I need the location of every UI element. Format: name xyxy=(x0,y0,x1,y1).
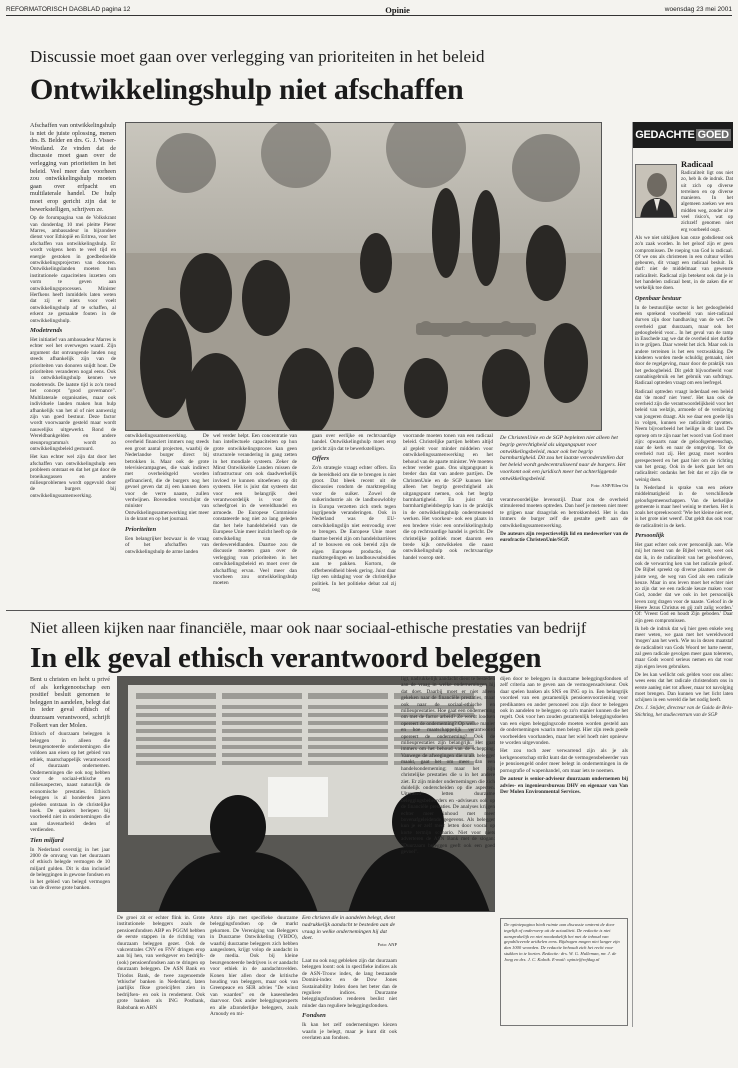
logo-part-a: GEDACHTE xyxy=(635,129,695,141)
sidebar-intro: Radicaliteit ligt ons niet zo, heb ik de indruk. Dat uit zich op diverse terreinen en op diverse manieren. In het algemeen zoeken we een midden weg, zonder al te veel risico's, wat op zichzelf genomen niet erg voorbeeld oogt. xyxy=(681,170,733,233)
article1-subheading: Offers xyxy=(312,455,330,463)
article2-paragraph: De groei zit er echter flink in. Grote institutionele beleggers zoals de pensioenfondsen ABP en PGGM hebben de eerste stappen in de richting van duurzaam beleggen gezet. Ook de vakcentrales CNV en FNV dringen erop aan bij hen, van werkgever en bedrijfs- (ook) pensioenfondsen aan te dringen op duurzaam beleggen. De ASN Bank en Triodos Bank, de twee zogenoemde 'ethische' banken in Nederland, laten jaarlijks fikse groeicijfers zien in bedrijfsen- en ook in rendement. Ook grote banken als ING Postbank, Rabobank en ABN xyxy=(117,915,205,1011)
article1-paragraph: Het initiatief van ambassadeur Marres is echter wel het overwegen waard. Zijn argument dat ontvangende landen nog steeds afhankelijk zijn van de prioriteiten van donoren snijdt hout. De prioriteiten veranderen nogal eens. Ook in ontwikkelingshulp kennen we modetrends. De laatste tijd is zo'n trend het concept "good governance". Multilaterale organisaties, maar ook individuele landen maken hun hulp afhankelijk van het al of niet aanwezig zijn van goed bestuur. Deze factor wordt voorwaarde gesteld maar wordt nauwelijks uitgewerkt. Rond de Wereldbankgelden en andere steunprogramma's wordt zo ontwikkelingsbeleid gestuurd. xyxy=(30,337,116,452)
article2-author-note: De auteur is senior-adviseur duurzaam ondernemen bij advies- en ingenieursbureau DHV en eigenaar van Van Der Molen Environmental Services. xyxy=(500,776,628,795)
caption-text: Een christen die in aandelen belegt, dient nadrukkelijk aandacht te besteden aan de vraag in welke ondernemingen hij dat doet. xyxy=(302,915,396,942)
sidebar-paragraph: In Nederland is sprake van een zekere middelmatigheid in de verschillende geloofsgemeenschappen. Van de kerkelijke gemeente is maar heel weinig te merken. Het is zoals het spreekwoord: 'Wie het kleine niet eert, is het grote niet weerd'. Dat geldt dus ook voor de radicaliteit in de kerk. xyxy=(635,484,733,529)
article1-column-4 xyxy=(312,433,396,603)
sidebar-paragraph: Radicaal optreden vraagt inderdaad een beleid dat 'de mond' niet 'roest'. Het kan ook de overheid zijn die verantwoordelijkheid voor het beleid van welzijn, armoede of de verslaving van jongeren draagt. Als we daar een goede lijn in volgen, kunnen we radicaliteit opvatten. Neem bijvoorbeeld het heilige in dit land. De oproep om te zijn naar het woord van God moet zijn: opwaarts naar de geloofsgemeenschap, naar de kerk en naar de omgeving. Tot de overheid rust zij. Het gezag moet worden gerespecteerd en het gaat hier om de richting van het gezag. Ook in de kerk gaat het om radicaliteit: ondanks het feit dat er zijn die te weinig doen. xyxy=(635,388,733,483)
article2-subheading: Fondsen xyxy=(302,1012,326,1020)
article1-photo xyxy=(125,122,602,431)
article2-paragraph: Het zou toch zeer verwarrend zijn als je als kerkgenootschap strikt kunt dat de vermogensbeheerder van je pensioengeld onder meer belegt in ondernemingen in de pornografie of wapenhandel, om maar iets te noemen. xyxy=(500,748,628,774)
article1-paragraph: wel verder helpt. Een concentratie van hun intellectuele capaciteiten op hun grote ontwikkelingsproces kan geen structurele verandering in gang zetten in het mondiale systeem. Zeker de Minst Ontwikkelde Landen missen de infrastructuur om ook daadwerkelijk invloed te kunnen uitoefenen op dit systeem. Het is juist dat systeem dat voor een belangrijk deel verantwoordelijk is voor de scheefgroei in de wereldhandel en armoede. De Europese Commissie constateerde nog niet zo lang geleden dat het hele handelsbeleid van de Europese Unie meer inzicht heeft op de ontwikkeling van de derdewereldlanden. Daartoe zou de discussie moeten gaan over de verlegging van prioriteiten in het ontwikkelingsbeleid en moet over de afschaffing ervan. Veel meer dan voorheen zou ontwikkelingshulp moeten xyxy=(213,433,297,587)
article2-headline: In elk geval ethisch verantwoord beleggen xyxy=(30,642,542,674)
article2-paragraph: Amro zijn met specifieke duurzame beleggingsfondsen op de markt gekomen. De Vereniging van Beleggers in Duurzame Ontwikkeling (VBDO), waarbij duurzame beleggers zich hebben aangesloten, krijgt volop de aandacht in de media. Ook bij kleine beursgenoteerde bedrijven is er aandacht voor ethiek in de aandachtsvelden. Konen hier allen door de kritische houding van beleggers, maar ook van Greenpeace en SER advies "De winst van waarden" en de kaseenheden daarvoor. Ook ander beleggingsexperts en alle afzonderlijke beleggers, zoals Arnoudy en mi- xyxy=(210,915,298,1018)
article2-paragraph: ligt, nadrukkelijk aandacht dient te besteden aan de vraag in welke ondernemingen hij dat doet. Daarbij moet er niet alleen gekeken naar de financiële prestaties, maar ook naar de sociaal-ethische en milieuprestaties. Hoe gaat een onderneming om met de factor arbeid? Ze wordt loodsen opereert de onderneming? Op welke manier en hoe maatschappelijk verantwoord opereert de onderneming? Ook de milieuprestaties zijn belangrijk. Het gaat immers om het behoud van de schepping. Vanwege de afwegingen die u als belegger maakt, gaat het om meer dan een handelsonderneming; maar het zijn christelijke prestaties die u in het andere ziet. Er zijn minder ondernemingen die zich duidelijk onderscheiden op die aspecten. Uiteraard letten duurzame beleggingsbeheerders en -adviseurs ook op de financiële prestaties. De analyses krijgen echter meer inhoud met meer bovenafgeleidende gegevens. Als belegger kun je er zelf meer letten door vooral op korte termijn scenario. Niet voor niets adverteren de ASN Bank met de slogan: "Duurzaam beleggen geeft ook een goed gevoel". xyxy=(401,676,495,855)
sidebar-logo xyxy=(633,122,733,148)
sidebar-title: Radicaal xyxy=(681,159,714,169)
article2-column-4b xyxy=(302,958,397,1061)
sidebar-paragraph: De les kan wellicht ook gelden voor ons allen: wees eens dat het radicale christendom ons in eerste aanleg niet tot afkeer, maar tot navolging moet brengen. Dan kunnen we het licht laten schijnen in een wereld die het nodig heeft. xyxy=(635,671,733,704)
article1-author-note: De auteurs zijn respectievelijk lid en medewerker van de eurofractie ChristenUnie/SGP. xyxy=(500,531,628,544)
article2-paragraph: dijen door te beleggen in duurzame beleggingsfondsen of zelf criteria aan te geven aan de vermogensadviseur. Ook daar spelen banken als SNS en ING op in. Een belangrijk voordeel van een gezamenlijk pensioenvoorziening voor predikanten en ander personeel zou zijn door te beleggen ook in aandelen te beleggen op zo'n manier kunnen die het regelt. Ook voor hen zouden gezamenlijk beleggingsdoelen van een eigen beleggingscode moeten worden gesteld aan de ondernemingen waarin men belegt. Hier zijn reeds goede voorbeelden voorhanden, maar het wiel hoeft niet opnieuw te worden uitgevonden. xyxy=(500,676,628,747)
article2-photo-caption xyxy=(302,915,397,955)
masthead-date: woensdag 23 mei 2001 xyxy=(664,6,732,13)
article2-paragraph: Laat nu ook nog gebleken zijn dat duurzaam beleggen loont: ook in specifieke indices als de ASN-Trouw index, de lang bestaande Domini-index en de Dow Jones Sustainability Index doen het beter dan de reguliere indices. Duurzame beleggingsfondsen renderen beslist niet minder dan reguliere beleggingsfondsen. xyxy=(302,958,397,1009)
article2-paragraph: Ik kan het zelf ondernemingen kiezen waarin je belegt, maar je kunt dit ook overlaten aan fondsen. xyxy=(302,1022,397,1042)
article1-photo-caption xyxy=(500,435,628,493)
sidebar-paragraph: Het gaat echter ook over persoonlijk aan. Wie mij het meest van de Bijbel vertelt, weet ook dat ik, in de radicaliteit van het geloofsleven, ook de verwarring ken van het radicale geloof. De Bijbel spreekt op diverse plaatsen over de juiste weg, de weg van God als een radicale keuze. Maar in ons leven moet het echter niet zo zijn dat we een radicale keuze maken voor God, zonder dat we ook in het persoonlijk leven zorg dragen voor de naaste. 'Geloof in de Heere Jezus Christus en gij zult zalig worden.' Of: 'Vreest God en houdt Zijn geboden.' Daar zijn geen compromissen. xyxy=(635,542,733,624)
sidebar-signature: Drs. J. Snijder, directeur van de Guido de Brès-Stichting, het studiecentrum van de SGP xyxy=(635,705,733,718)
logo-part-b: GOED xyxy=(697,129,729,141)
sidebar-paragraph: Ik heb de indruk dat wij hier geen enkele weg meer weten, we gaan met het wereldwoord 'mogen' aan het werk. Wie nu in dezen maatstaf de radicaliteit van Gods Woord ter harte neemt, zal geen radicale gevolgen meer gaan tolereren, maar Gods woord serieus nemen en dat voor zijn eigen leven gebruiken. xyxy=(635,625,733,670)
masthead-section: Opinie xyxy=(385,4,410,15)
article2-paragraph: In Nederland overstijg in het jaar 2000 de omvang van het duurzaam of ethisch belegde vermogen de 10 miljard gulden. Dit is dan inclusief de beleggingen in gewone fondsen en in het gebied van belegd vermogen van de diverse grote banken. xyxy=(30,846,110,892)
section-divider xyxy=(6,610,732,611)
article1-paragraph: gaan over eerlijke en rechtvaardige handel. Ontwikkelingshulp moet erop gericht zijn dat te bewerkstelligen. xyxy=(312,433,396,452)
sidebar-paragraph: In de bestuurlijke sector is het gedoogbeleid een sprekend voorbeeld van niet-radicaal durven zijn door handhaving van de wet. De overheid gaat duurzaam, maar ook het gedoogbeleid voor... In het geval van de ramp in Enschede zag we dat de overheid niet durfde in te grijpen. Daar wreekt het zich. Maar ook in andere terreinen is het een verzwakking. De kinderen worden mede schuldig gemaakt, niet door de regelgeving, maar door de praktijk van het gedoogbeleid. Dit geldt bijvoorbeeld voor cannabisgebruik en het gebruik van softdrugs. Radicaal optreden vraagt om een leefregel. xyxy=(635,304,733,387)
sidebar-subheading: Persoonlijk xyxy=(635,532,665,540)
article1-paragraph: Het kan echter wel zijn dat door het afschaffen van ontwikkelingshulp een probleem ontstaat en dat het gat door de broeikasgassen en andere milieuproblemen wordt opgevuld door de burgers bij ontwikkelingssamenwerking. xyxy=(30,454,116,499)
article1-subheading: Prioriteiten xyxy=(125,525,157,533)
article1-headline: Ontwikkelingshulp niet afschaffen xyxy=(30,73,464,106)
article2-kicker: Niet alleen kijken naar financiële, maar ook naar sociaal-ethische prestaties van bedrijf xyxy=(30,620,587,637)
sidebar-body xyxy=(635,170,733,720)
article2-column-4 xyxy=(401,676,495,1061)
sidebar-gedachtegoed xyxy=(632,122,732,1027)
article1-column-3 xyxy=(213,433,297,603)
article1-paragraph: ontwikkelingssamenwerking. De overheid financiert immers nog steeds een groot aantal projecten, waarbij de Nederlandse burger direct bij betrokken is. Maar ook de grote televisiecampagnes, die vaak indirect met overheidsgeld worden gefinancierd, die de burgers nog het gevoel geven dat zij een kansen doen voor de verre naaste, zullen verdwijnen. Bovendien verschijnt de minister van Ontwikkelingssamenwerking niet meer in de krant en op het journaal. xyxy=(125,433,209,523)
photo-children-village xyxy=(126,123,602,431)
article1-paragraph: voorrande moeten tonen van een radicaal beleid. Christelijke partijen hebben altijd al gepleit voor minder middelen voor ontwikkelingssamenwerking en het behoud van de aparte minister. We moeten echter verder gaan. Ons uitgangspunt is breder dan dat van andere partijen. De ChristenUnie en de SGP kunnen hier alleen het begrip gerechtigheid als uitgangspunt nemen, ook het begrip barmhartigheid. En juist dat barmhartigheidsbegrip kan in de praktijk in de ontwikkelingshulp ondersteunend werken. Het voorkeur- ook een plaats in een bredere visie: een ontwikkelingshulp die op rechtvaardige handel is gericht. De christelijke politiek moet daarom een brede kijk ontwikkelen die naast ontwikkelingshulp ook rechtvaardige handel voorop stelt. xyxy=(403,433,493,561)
article1-column-6 xyxy=(500,497,628,603)
caption-text: De ChristenUnie en de SGP bepleiten niet alleen het begrip gerechtigheid als uitgangspunt voor ontwikkelingsbeleid, maar ook het begrip barmhartigheid. Dit zou het laatste veronderstellen dat het beleid wordt gedecentraliseerd naar de burgers. Het voorkomt ook een juridisch meer het achterliggende ontwikkelingsbeleid. xyxy=(500,435,626,482)
article2-paragraph: Ethisch of duurzaam beleggen is beleggen in alleen die beursgenoteerde ondernemingen die voldoen aan eisen op het gebied van ethiek, maatschappelijk verantwoord of duurzaam ondernemen. Ondernemingen die ook nog hebben voor de sociaal-ethische en milieuaspecten, naast natuurlijk de economische prestaties. Ethisch beleggen is al honderden jaren geleden ontstaan in de christelijke hoek. De quakers beriepen bij voorbeeld niet in ondernemingen die aan slavenarbeid deden of verdienden. xyxy=(30,731,110,834)
article1-paragraph: Een belangrijker bezwaar is de vraag of het afschaffen van ontwikkelingshulp de arme landen xyxy=(125,535,209,555)
article2-column-2 xyxy=(117,915,205,1061)
photo-credit: Foto: ANP xyxy=(377,942,397,948)
article1-paragraph: verantwoordelijke levensstijl. Daar zou de overheid stimulerend moeten optreden. Dan hoef je meteen niet meer te grijpen naar draagvlak en betrokkenheid. Het is dan immers de burger zelf die gestalte geeft aan de ontwikkelingssamenwerking. xyxy=(500,497,628,529)
photo-credit: Foto: ANP/Ellen Ott xyxy=(590,482,628,488)
article1-lead: Afschaffen van ontwikkelingshulp is niet de juiste oplossing, menen drs. B. Belder en drs. G. J. Visser-Westland. Ze vinden dat de discussie moet gaan over de verlegging van prioriteiten in het beleid. Veel meer dan voorheen zou ontwikkelingshulp moeten gaan over erfpacht en multilaterale handel. De hulp moet erop gericht zijn dat te bewerkstelligen, schrijven ze. xyxy=(30,122,116,213)
sidebar-subheading: Openbaar bestuur xyxy=(635,294,682,302)
article1-subheading: Modetrends xyxy=(30,327,63,335)
infobox-text: De opiniepagina biedt ruimte aan discussie omtrent de door tegelijk of onderwerp uit de actualiteit. De redactie is niet aansprakelijk en niet noodzakelijk het met de inhoud van gepubliceerde artikelen eens. Bijdragen mogen niet langer zijn dan 1000 woorden. De redactie behoudt zich het recht voor stukken in te korten. Redactie: drs. W. G. Hulleman, mr. J. de Jong en drs. J. C. Kalnik. E-mail: opinie@refdag.nl xyxy=(504,922,620,962)
editorial-infobox xyxy=(500,918,628,1026)
article1-kicker: Discussie moet gaan over verlegging van prioriteiten in het beleid xyxy=(30,47,485,66)
article2-column-3 xyxy=(210,915,298,1061)
masthead xyxy=(6,4,732,16)
article1-column-2 xyxy=(125,433,209,603)
masthead-paper: REFORMATORISCH DAGBLAD pagina 12 xyxy=(6,6,131,13)
article2-column-1 xyxy=(30,676,110,1061)
article2-column-5 xyxy=(500,676,628,914)
sidebar-paragraph: Als we niet uitkijken kan onze godsdienst ook zo'n zaak worden. In het geloof zijn er geen compromissen. De roeping van God is radicaal. Of we ons als christenen in een cultuur willen gebeuren, dit vraagt een radicaal besluit. Ik durf: niet de middelmaat van gewenste radicaliteit. Radicaal zijn betekent ook dat je in het handelen radicaal bent, in de zaken die er werkelijk toe doen. xyxy=(635,234,733,292)
article1-paragraph: Zo'n strategie vraagt echter offers. En de bereidheid om die te brengen is niet groot. Dat bleek recent uit de discussies rondom de marktregeling voor de suiker. Zowel de suikerindustrie als de landbouwlobby in Europa verzetten zich sterk tegen ingrijpende veranderingen. Ook in Nederland was de EU-ontwikkelingslijn niet eenvoudig over te brengen. De Europese Unie moet daartoe bereid zijn om handelsbarrières af te bouwen en ook bereid zijn de eigen Europese productie, de marktregelingen en landbouwsubsidies aan te pakken. Kortom, de offerbereidheid bleek gering. Juist daar ligt een uitdaging voor de christelijke politiek. In het politieke debat zal zij oog xyxy=(312,465,396,593)
article1-paragraph: Op de forumpagina van de Volkskrant van donderdag 10 mei pleitte Pieter Marres, ambassadeur in bijzondere dienst voor Ethiopië en Eritrea, voor het afschaffen van ontwikkelingshulp. Er wordt volgens hem te veel tijd en energie gestoken in goedbedoelde ontwikkelingsprojecten van donoren. Ontwikkelingslanden moeten hun institutionele capaciteiten inzetten om vorm te geven aan ontwikkelingsprocessen. Minister Herfkens heeft inmiddels laten weten dat zij er niets voor voelt ontwikkelingshulp af te schaffen, al erkent ze gemaakte fouten in de ontwikkelingshulp. xyxy=(30,215,116,324)
article2-subheading: Tien miljard xyxy=(30,836,64,844)
article1-column-1 xyxy=(30,122,116,602)
article2-lead: Bent u christen en hebt u privé of als kerkgenootschap een positief besluit genomen te beleggen in aandelen, belegt dat in ieder geval ethisch of duurzaam verantwoord, schrijft Folkert van der Molen. xyxy=(30,676,110,729)
article1-column-5 xyxy=(403,433,493,603)
